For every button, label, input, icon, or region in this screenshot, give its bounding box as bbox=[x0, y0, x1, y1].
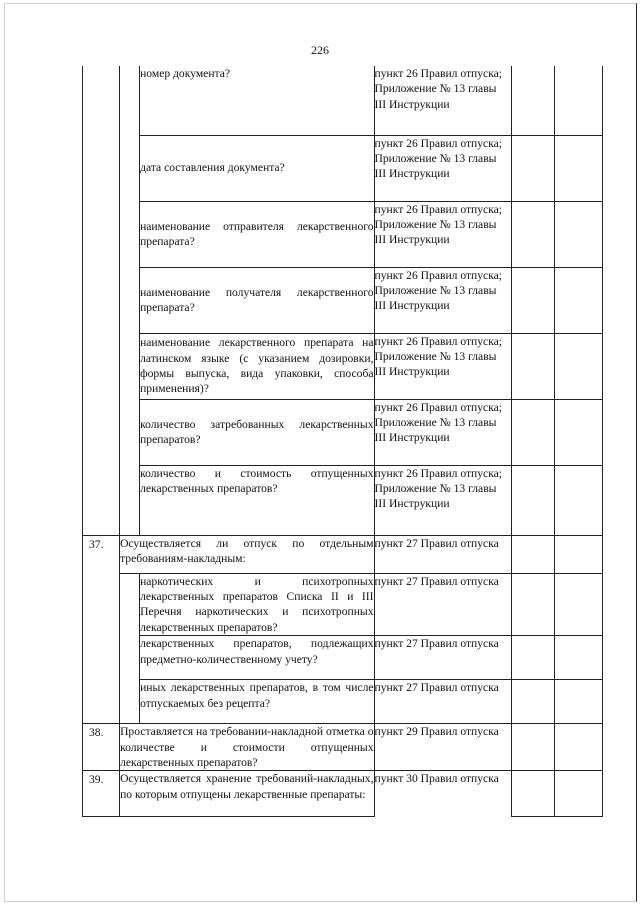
reference-cell: пункт 26 Правил отпуска; Приложение № 13 главы III Инструкции bbox=[374, 201, 511, 267]
reference-cell: пункт 27 Правил отпуска bbox=[374, 573, 511, 636]
indent-cell bbox=[120, 680, 140, 724]
question-cell: Осуществляется хранение требований-накладных, по которым отпущены лекарственные препараты: bbox=[120, 771, 374, 817]
answer-cell bbox=[511, 573, 554, 636]
reference-cell: пункт 26 Правил отпуска; Приложение № 13 главы III Инструкции bbox=[374, 267, 511, 333]
item-number: 39. bbox=[83, 771, 120, 817]
reference-cell: пункт 26 Правил отпуска; Приложение № 13 главы III Инструкции bbox=[374, 66, 511, 135]
answer-cell bbox=[511, 535, 554, 573]
question-cell: Проставляется на требовании-накладной отметка о количестве и стоимости отпущенных лекарственных препаратов? bbox=[120, 725, 374, 769]
reference-cell: пункт 27 Правил отпуска bbox=[374, 535, 511, 573]
question-cell: номер документа? bbox=[140, 66, 374, 135]
answer-cell bbox=[554, 771, 602, 817]
answer-cell bbox=[554, 724, 602, 771]
answer-cell bbox=[511, 333, 554, 399]
number-cell bbox=[83, 201, 120, 267]
table-row bbox=[83, 66, 603, 135]
table-row bbox=[83, 724, 603, 771]
table-row bbox=[83, 333, 603, 399]
table-row bbox=[83, 267, 603, 333]
page-number: 226 bbox=[311, 43, 329, 57]
indent-cell bbox=[120, 465, 140, 535]
answer-cell bbox=[511, 680, 554, 724]
reference-cell: пункт 30 Правил отпуска bbox=[374, 771, 511, 817]
reference-cell: пункт 26 Правил отпуска; Приложение № 13 главы III Инструкции bbox=[374, 135, 511, 201]
indent-cell bbox=[120, 399, 140, 465]
answer-cell bbox=[554, 636, 602, 680]
answer-cell bbox=[511, 66, 554, 135]
question-cell: лекарственных препаратов, подлежащих предметно-количественному учету? bbox=[140, 636, 374, 680]
reference-cell: пункт 27 Правил отпуска bbox=[374, 680, 511, 724]
number-cell bbox=[83, 135, 120, 201]
answer-cell bbox=[554, 573, 602, 636]
number-cell bbox=[83, 333, 120, 399]
table-row bbox=[83, 135, 603, 201]
reference-cell: пункт 29 Правил отпуска bbox=[374, 724, 511, 771]
number-cell bbox=[83, 66, 120, 135]
answer-cell bbox=[511, 267, 554, 333]
answer-cell bbox=[554, 465, 602, 535]
checklist-table bbox=[82, 66, 603, 817]
question-cell: дата составления документа? bbox=[140, 135, 374, 201]
answer-cell bbox=[511, 135, 554, 201]
question-cell: количество затребованных лекарственных препаратов? bbox=[140, 399, 374, 465]
table-row bbox=[83, 201, 603, 267]
answer-cell bbox=[554, 267, 602, 333]
question-cell: Осуществляется ли отпуск по отдельным требованиям-накладным: bbox=[120, 535, 374, 573]
reference-cell: пункт 26 Правил отпуска; Приложение № 13 главы III Инструкции bbox=[374, 333, 511, 399]
question-cell: иных лекарственных препаратов, в том числе отпускаемых без рецепта? bbox=[140, 680, 374, 724]
answer-cell bbox=[554, 66, 602, 135]
indent-cell bbox=[120, 66, 140, 135]
number-cell bbox=[83, 465, 120, 535]
answer-cell bbox=[554, 135, 602, 201]
table-row bbox=[83, 535, 603, 573]
reference-cell: пункт 26 Правил отпуска; Приложение № 13 главы III Инструкции bbox=[374, 465, 511, 535]
table-row bbox=[83, 771, 603, 817]
number-cell bbox=[83, 267, 120, 333]
answer-cell bbox=[511, 465, 554, 535]
question-cell: наркотических и психотропных лекарственных препаратов Списка II и III Перечня наркотических и психотропных лекарственных препаратов? bbox=[140, 574, 374, 634]
table-row bbox=[83, 636, 603, 680]
item-number: 38. bbox=[83, 724, 120, 771]
answer-cell bbox=[554, 535, 602, 573]
answer-cell bbox=[554, 399, 602, 465]
answer-cell bbox=[554, 333, 602, 399]
indent-cell bbox=[120, 201, 140, 267]
item-number: 37. bbox=[83, 535, 120, 724]
indent-cell bbox=[120, 333, 140, 399]
table-row bbox=[83, 399, 603, 465]
answer-cell bbox=[511, 724, 554, 771]
answer-cell bbox=[554, 201, 602, 267]
number-cell bbox=[83, 399, 120, 465]
question-cell: количество и стоимость отпущенных лекарственных препаратов? bbox=[140, 465, 374, 535]
indent-cell bbox=[120, 636, 140, 680]
table-row bbox=[83, 573, 603, 636]
question-cell: наименование лекарственного препарата на латинском языке (с указанием дозировки, формы выпуска, вида упаковки, способа применения)? bbox=[140, 333, 374, 399]
answer-cell bbox=[511, 399, 554, 465]
answer-cell bbox=[554, 680, 602, 724]
question-cell: наименование отправителя лекарственного препарата? bbox=[140, 201, 374, 267]
indent-cell bbox=[120, 573, 140, 636]
reference-cell: пункт 27 Правил отпуска bbox=[374, 636, 511, 680]
indent-cell bbox=[120, 135, 140, 201]
table-row bbox=[83, 680, 603, 724]
indent-cell bbox=[120, 267, 140, 333]
answer-cell bbox=[511, 771, 554, 817]
table-row bbox=[83, 465, 603, 535]
answer-cell bbox=[511, 201, 554, 267]
answer-cell bbox=[511, 636, 554, 680]
question-cell: наименование получателя лекарственного препарата? bbox=[140, 267, 374, 333]
reference-cell: пункт 26 Правил отпуска; Приложение № 13 главы III Инструкции bbox=[374, 399, 511, 465]
